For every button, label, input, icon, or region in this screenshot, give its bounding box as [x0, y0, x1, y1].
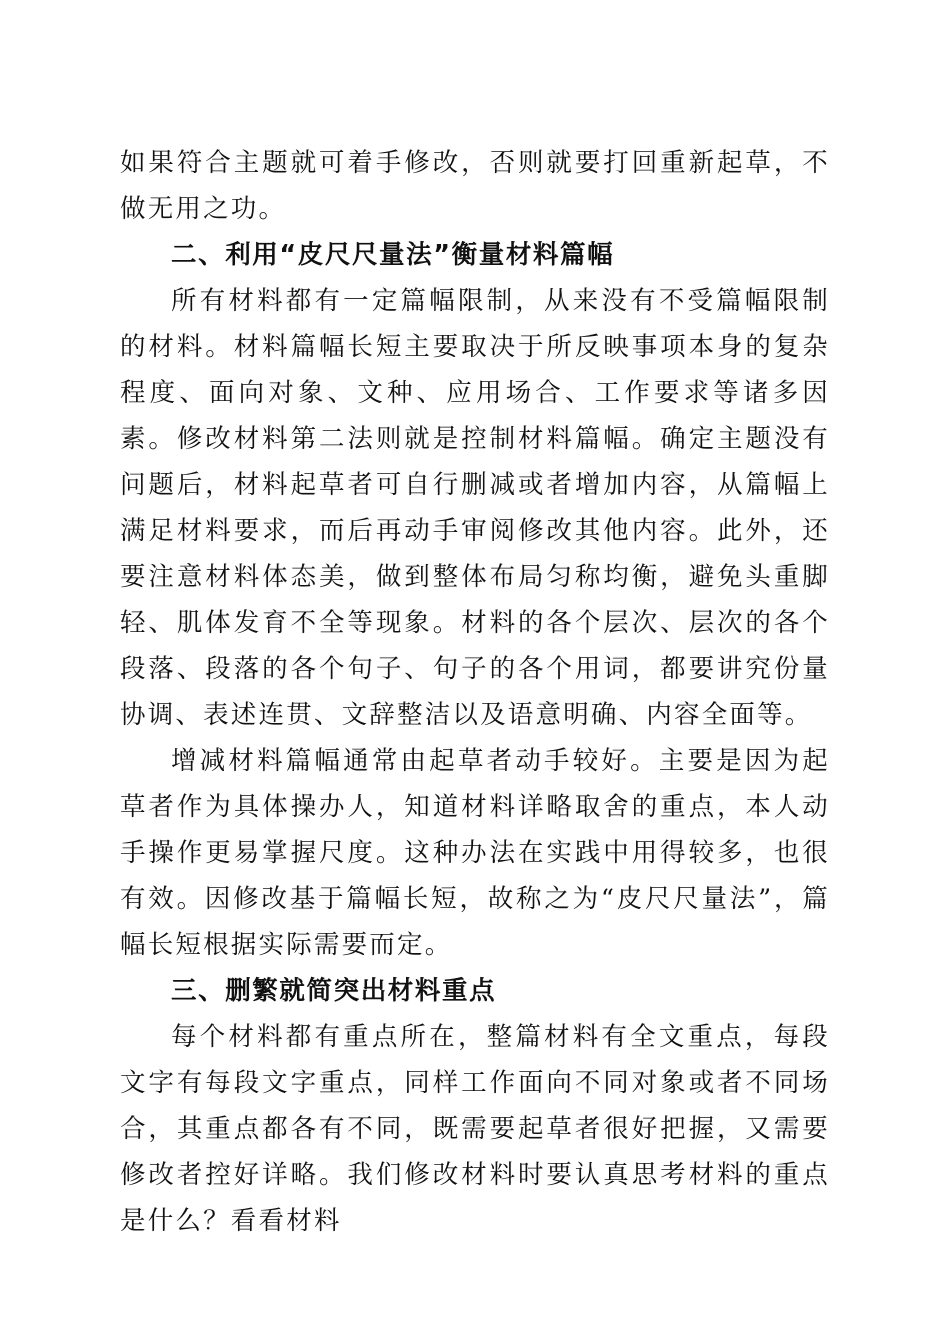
paragraph-continuation: 如果符合主题就可着手修改，否则就要打回重新起草，不做无用之功。 — [120, 148, 830, 224]
section-heading-2: 二、利用“皮尺尺量法”衡量材料篇幅 — [171, 240, 615, 270]
paragraph-key-points: 每个材料都有重点所在，整篇材料有全文重点，每段文字有每段文字重点，同样工作面向不同对象或者不同场合，其重点都各有不同，既需要起草者很好把握，又需要修改者控好详略。我们修改材料时要认真思考材料的重点是什么？看看材料 — [120, 1022, 830, 1236]
section-heading-3: 三、删繁就简突出材料重点 — [171, 976, 497, 1006]
paragraph-drafter-edits: 增减材料篇幅通常由起草者动手较好。主要是因为起草者作为具体操办人，知道材料详略取舍的重点，本人动手操作更易掌握尺度。这种办法在实践中用得较多，也很有效。因修改基于篇幅长短，故称之为“皮尺尺量法”，篇幅长短根据实际需要而定。 — [120, 746, 830, 960]
paragraph-length-limits: 所有材料都有一定篇幅限制，从来没有不受篇幅限制的材料。材料篇幅长短主要取决于所反映事项本身的复杂程度、面向对象、文种、应用场合、工作要求等诸多因素。修改材料第二法则就是控制材料篇幅。确定主题没有问题后，材料起草者可自行删减或者增加内容，从篇幅上满足材料要求，而后再动手审阅修改其他内容。此外，还要注意材料体态美，做到整体布局匀称均衡，避免头重脚轻、肌体发育不全等现象。材料的各个层次、层次的各个段落、段落的各个句子、句子的各个用词，都要讲究份量协调、表述连贯、文辞整洁以及语意明确、内容全面等。 — [120, 286, 830, 730]
document-body — [120, 140, 830, 1244]
